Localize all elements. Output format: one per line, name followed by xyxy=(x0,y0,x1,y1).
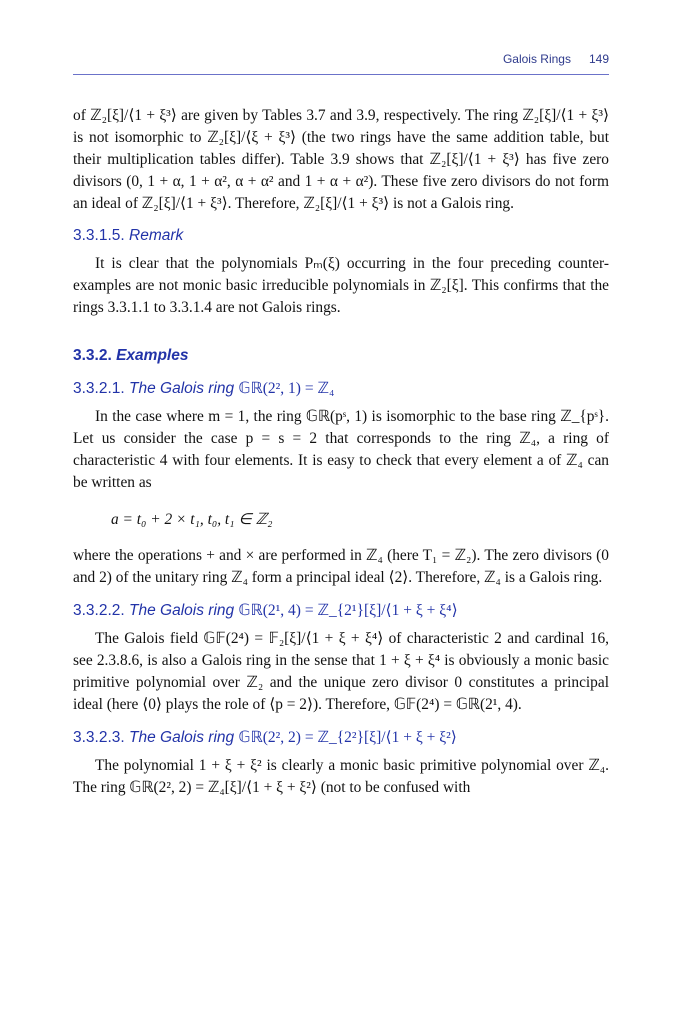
example-1-heading xyxy=(73,379,609,398)
example-1-formula: 𝔾ℝ(2², 1) = ℤ₄ xyxy=(238,380,335,397)
remark-paragraph: It is clear that the polynomials Pₘ(ξ) occurring in the four preceding counter-examples are not monic basic irreducible polynomials in ℤ₂[ξ]. This confirms that the rings 3.3.1.1 to 3.3.1.4 are not Galois rings. xyxy=(73,255,609,316)
example-1-number: 3.3.2.1. xyxy=(73,380,125,397)
example-3-number: 3.3.2.3. xyxy=(73,729,125,746)
example-3-title: The Galois ring xyxy=(129,729,235,746)
section-title: Examples xyxy=(116,347,189,364)
section-heading xyxy=(73,347,609,365)
example-2-paragraph: The Galois field 𝔾𝔽(2⁴) = 𝔽₂[ξ]/⟨1 + ξ + ξ⁴⟩ of characteristic 2 and cardinal 16, see 2.3.8.6, is also a Galois ring in the sense that 1 + ξ + ξ⁴ is obviously a monic basic primitive polynomial over ℤ₂ and the unique zero divisor 0 constitutes a principal ideal (here ⟨0⟩ plays the role of ⟨p = 2⟩). Therefore, 𝔾𝔽(2⁴) = 𝔾ℝ(2¹, 4). xyxy=(73,630,609,713)
page-number: 149 xyxy=(588,52,609,66)
example-1-paragraph: In the case where m = 1, the ring 𝔾ℝ(pˢ, 1) is isomorphic to the base ring ℤ_{pˢ}. Let us consider the case p = s = 2 that corresponds to the ring ℤ₄, a ring of characteristic 4 with four elements. It is easy to check that every element a of ℤ₄ can be written as xyxy=(73,408,609,491)
intro-paragraph: of ℤ₂[ξ]/⟨1 + ξ³⟩ are given by Tables 3.7 and 3.9, respectively. The ring ℤ₂[ξ]/⟨1 + ξ³⟩ is not isomorphic to ℤ₂[ξ]/⟨ξ + ξ³⟩ (the two rings have the same addition table, but their multiplication tables differ). Table 3.9 shows that ℤ₂[ξ]/⟨1 + ξ³⟩ has five zero divisors (0, 1 + α, 1 + α², α + α² and 1 + α + α²). These five zero divisors do not form an ideal of ℤ₂[ξ]/⟨1 + ξ³⟩. Therefore, ℤ₂[ξ]/⟨1 + ξ³⟩ is not a Galois ring. xyxy=(73,107,609,212)
section-number: 3.3.2. xyxy=(73,347,112,364)
remark-heading xyxy=(73,227,609,245)
example-2-formula: 𝔾ℝ(2¹, 4) = ℤ_{2¹}[ξ]/⟨1 + ξ + ξ⁴⟩ xyxy=(238,602,458,619)
running-title: Galois Rings xyxy=(502,52,571,66)
example-3-heading xyxy=(73,728,609,747)
example-3-paragraph: The polynomial 1 + ξ + ξ² is clearly a monic basic primitive polynomial over ℤ₄. The ring 𝔾ℝ(2², 2) = ℤ₄[ξ]/⟨1 + ξ + ξ²⟩ (not to be confused with xyxy=(73,757,609,796)
example-1-title: The Galois ring xyxy=(129,380,235,397)
example-1-equation: a = t₀ + 2 × t₁, t₀, t₁ ∈ ℤ₂ xyxy=(111,511,273,528)
example-2-title: The Galois ring xyxy=(129,602,235,619)
example-3-formula: 𝔾ℝ(2², 2) = ℤ_{2²}[ξ]/⟨1 + ξ + ξ²⟩ xyxy=(238,729,457,746)
example-1-paragraph-2: where the operations + and × are performed in ℤ₄ (here T₁ = ℤ₂). The zero divisors (0 and 2) of the unitary ring ℤ₄ form a principal ideal ⟨2⟩. Therefore, ℤ₄ is a Galois ring. xyxy=(73,547,609,586)
example-2-heading xyxy=(73,601,609,620)
book-page xyxy=(73,52,609,799)
example-2-number: 3.3.2.2. xyxy=(73,602,125,619)
remark-title: Remark xyxy=(129,227,184,244)
running-header xyxy=(73,52,609,75)
remark-number: 3.3.1.5. xyxy=(73,227,125,244)
